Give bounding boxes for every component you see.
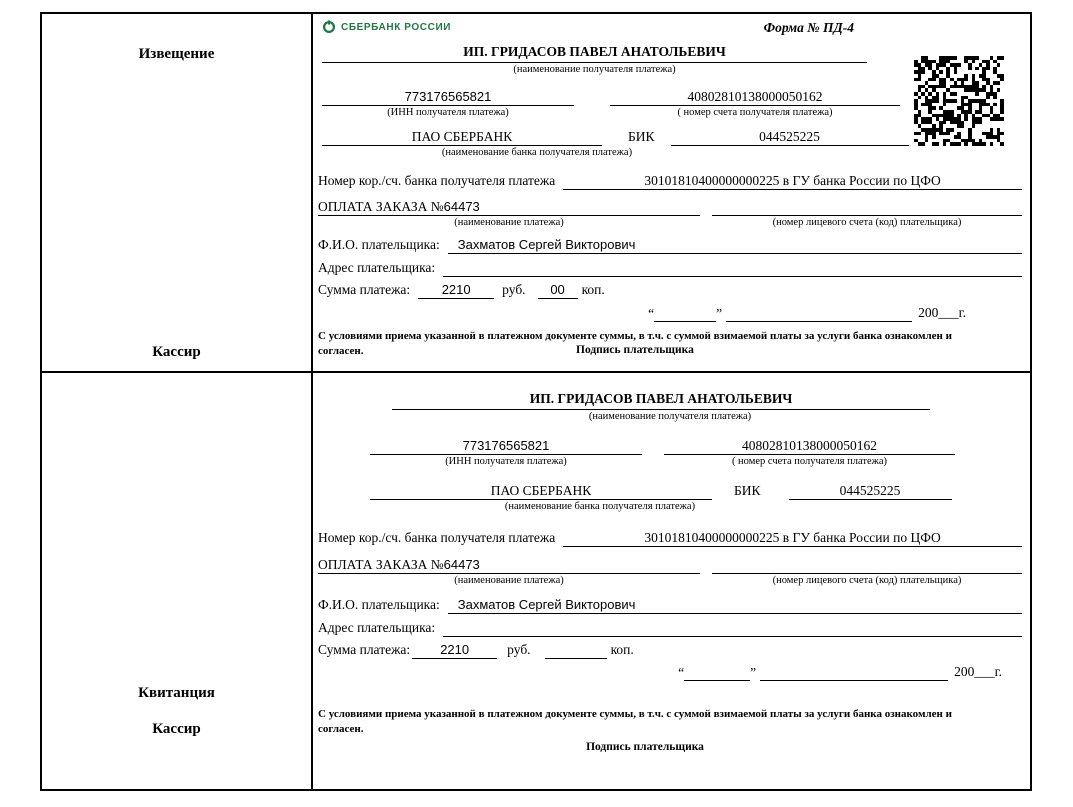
amount-kop-value: 00 [538, 281, 578, 299]
inn-caption: (ИНН получателя платежа) [445, 456, 567, 467]
terms-text: С условиями приема указанной в платежном документе суммы, в т.ч. с суммой взимаемой платы за услуги банка ознакомлен и согласен. [318, 330, 952, 357]
bik-value: 044525225 [671, 128, 909, 146]
date-day-blank [654, 305, 716, 322]
corr-account-label: Номер кор./сч. банка получателя платежа [318, 530, 556, 545]
payer-name-label: Ф.И.О. плательщика: [318, 597, 440, 612]
qr-code [914, 56, 1004, 146]
account-value: 40802810138000050162 [664, 437, 955, 455]
corr-account-label: Номер кор./сч. банка получателя платежа [318, 173, 556, 188]
notice-section [42, 14, 1030, 373]
form-number: Форма № ПД-4 [763, 20, 854, 35]
amount-rub-value: 2210 [412, 641, 497, 659]
order-number: 64473 [443, 199, 480, 214]
personal-account-blank [712, 199, 1022, 216]
inn-value: 773176565821 [370, 437, 642, 455]
payer-name-label: Ф.И.О. плательщика: [318, 237, 440, 252]
payment-name-caption: (наименование платежа) [454, 575, 564, 586]
date-quote-close: ” [716, 306, 723, 321]
signature-label: Подпись плательщика [586, 741, 704, 753]
notice-body [313, 14, 1030, 371]
payee-name: ИП. ГРИДАСОВ ПАВЕЛ АНАТОЛЬЕВИЧ [392, 391, 930, 410]
bank-name-value: ПАО СБЕРБАНК [370, 482, 712, 500]
amount-label: Сумма платежа: [318, 282, 411, 297]
sberbank-logo-text: СБЕРБАНК РОССИИ [341, 21, 452, 33]
receipt-title: Квитанция [138, 685, 215, 701]
payee-name-caption: (наименование получателя платежа) [513, 64, 676, 75]
receipt-body [313, 373, 1030, 789]
payer-name-value: Захматов Сергей Викторович [448, 596, 1022, 614]
order-number: 64473 [443, 557, 480, 572]
date-row [318, 304, 1022, 322]
bik-label: БИК [628, 129, 655, 144]
amount-rub-value: 2210 [418, 281, 494, 299]
notice-title: Извещение [138, 46, 215, 62]
payment-name-prefix: ОПЛАТА ЗАКАЗА № [318, 557, 444, 572]
date-month-blank [726, 305, 912, 322]
rub-label: руб. [502, 282, 526, 297]
date-quote-close: ” [750, 665, 757, 680]
terms-block [318, 329, 1022, 359]
payer-address-label: Адрес плательщика: [318, 260, 436, 275]
cashier-label: Кассир [152, 344, 201, 360]
payment-name-caption: (наименование платежа) [454, 217, 564, 228]
kop-label: коп. [581, 282, 605, 297]
payer-name-value: Захматов Сергей Викторович [448, 236, 1022, 254]
bank-name-caption: (наименование банка получателя платежа) [441, 147, 633, 158]
payment-name-prefix: ОПЛАТА ЗАКАЗА № [318, 199, 444, 214]
personal-account-caption: (номер лицевого счета (код) плательщика) [772, 575, 962, 586]
personal-account-caption: (номер лицевого счета (код) плательщика) [772, 217, 962, 228]
sberbank-logo-icon [322, 20, 336, 34]
inn-caption: (ИНН получателя платежа) [387, 107, 509, 118]
date-year: 200___г. [954, 664, 1002, 679]
account-caption: ( номер счета получателя платежа) [677, 107, 833, 118]
bank-name-value: ПАО СБЕРБАНК [322, 128, 602, 146]
sberbank-logo [322, 20, 451, 34]
receipt-section [42, 373, 1030, 789]
terms-text: С условиями приема указанной в платежном документе суммы, в т.ч. с суммой взимаемой платы за услуги банка ознакомлен и согласен. [318, 708, 952, 735]
account-value: 40802810138000050162 [610, 88, 900, 106]
amount-label: Сумма платежа: [318, 642, 411, 657]
date-row [318, 663, 1022, 681]
payee-name-caption: (наименование получателя платежа) [588, 411, 752, 422]
payer-address-value [443, 620, 1022, 637]
document-frame [40, 12, 1032, 791]
bik-label: БИК [734, 483, 761, 498]
bik-value: 044525225 [789, 482, 952, 500]
date-month-blank [760, 664, 948, 681]
payer-address-label: Адрес плательщика: [318, 620, 436, 635]
date-day-blank [684, 664, 750, 681]
corr-account-value: 30101810400000000225 в ГУ банка России по ЦФО [563, 172, 1022, 190]
payment-name-value [318, 198, 700, 216]
notice-header [318, 18, 1022, 44]
date-quote-open: “ [648, 306, 655, 321]
bank-name-caption: (наименование банка получателя платежа) [504, 501, 696, 512]
date-year: 200___г. [918, 305, 966, 320]
receipt-stub [42, 373, 313, 789]
date-quote-open: “ [678, 665, 685, 680]
payer-address-value [443, 260, 1022, 277]
amount-kop-value [545, 642, 607, 659]
inn-value: 773176565821 [322, 88, 574, 106]
kop-label: коп. [610, 642, 634, 657]
account-caption: ( номер счета получателя платежа) [731, 456, 888, 467]
cashier-label: Кассир [152, 721, 201, 737]
payee-name: ИП. ГРИДАСОВ ПАВЕЛ АНАТОЛЬЕВИЧ [322, 44, 867, 63]
notice-stub [42, 14, 313, 371]
signature-label: Подпись плательщика [576, 344, 694, 356]
corr-account-value: 30101810400000000225 в ГУ банка России по ЦФО [563, 529, 1022, 547]
rub-label: руб. [507, 642, 531, 657]
payment-name-value [318, 556, 700, 574]
personal-account-blank [712, 557, 1022, 574]
terms-block [318, 707, 1022, 753]
